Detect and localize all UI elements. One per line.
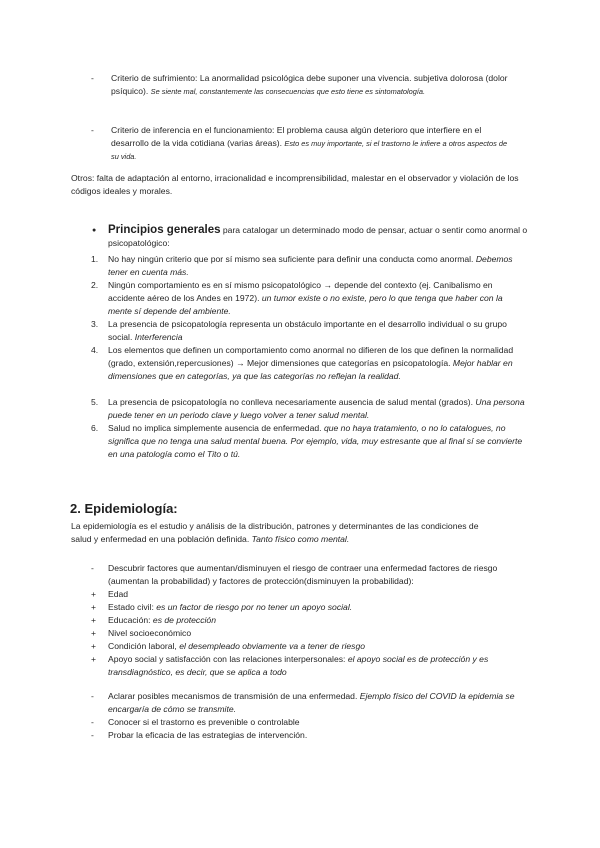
objective-text: Probar la eficacia de las estrategias de intervención.: [108, 730, 308, 740]
bullet-marker: -: [91, 691, 94, 701]
bullet-marker: -: [91, 563, 94, 573]
list-number: 6.: [91, 423, 99, 433]
principle-text: La presencia de psicopatología representa un obstáculo importante en el desarrollo individual o su grupo social.: [108, 319, 507, 342]
bullet-marker: -: [91, 730, 94, 740]
principle-note: Mejor hablar en dimensiones que en categorías, ya que las categorías no reflejan la realidad.: [108, 358, 513, 381]
principios-title: Principios generales: [108, 224, 221, 236]
factor-note: es de protección: [152, 615, 216, 625]
plus-marker: +: [91, 654, 97, 664]
list-number: 3.: [91, 319, 99, 329]
factor-note: el apoyo social es de protección y es transdiagnóstico, es decir, que se aplica a todo: [108, 654, 489, 677]
objective-text: Conocer si el trastorno es prevenible o controlable: [108, 717, 300, 727]
section-heading-epidemiologia: 2. Epidemiología:: [70, 501, 178, 516]
bullet-marker: -: [91, 125, 94, 135]
bullet-marker: -: [91, 717, 94, 727]
principle-text: Los elementos que definen un comportamiento como anormal no difieren de los que definen la normalidad (grado, extensión,repercusiones) → Mejor dimensiones que categorías en psicopatología.: [108, 345, 514, 368]
criterion-note: Se siente mal, constantemente las consecuencias que esto tiene es sintomatología.: [150, 87, 426, 96]
principle-text: No hay ningún criterio que por sí mismo sea suficiente para definir una conducta como anormal.: [108, 254, 474, 264]
objective-note: Ejemplo físico del COVID la epidemia se encargaría de cómo se transmite.: [108, 691, 515, 714]
principle-note: Interferencia: [134, 332, 183, 342]
principle-text: Ningún comportamiento es en sí mismo psicopatológico → depende del contexto (ej. Canibalismo en accidente aéreo de los Andes en 1972).: [108, 280, 493, 303]
list-number: 2.: [91, 280, 99, 290]
bullet-marker: ●: [92, 227, 97, 234]
principle-note: un tumor existe o no existe, pero lo que tenga que haber con la mente sí depende del ambiente.: [108, 293, 503, 316]
principle-text: Salud no implica simplemente ausencia de enfermedad.: [108, 423, 322, 433]
factor-text: Educación:: [108, 615, 151, 625]
bullet-marker: -: [91, 73, 94, 83]
plus-marker: +: [91, 589, 97, 599]
factor-text: Apoyo social y satisfacción con las relaciones interpersonales:: [108, 654, 346, 664]
criterion-text: Criterio de inferencia en el funcionamiento: El problema causa algún deterioro que interfiere en el desarrollo de la vida cotidiana (varias áreas).: [111, 125, 482, 148]
principle-note: que no haya tratamiento, o no lo catalogues, no significa que no tenga una salud mental buena. Por ejemplo, vida, muy estresante que al final sí se convierte en una patología como el Tito o tú.: [108, 423, 523, 459]
factor-text: Nivel socioeconómico: [108, 628, 192, 638]
factor-text: Estado civil:: [108, 602, 154, 612]
list-number: 4.: [91, 345, 99, 355]
list-number: 1.: [91, 254, 99, 264]
document-page: - Criterio de sufrimiento: La anormalidad psicológica debe suponer una vivencia. subjetiva dolorosa (dolor psíquico). Se siente mal, constantemente las consecuencias que esto tiene es sintomatología. - Criterio de inferencia en el funcionamiento: El problema causa algún deterioro que interfiere en el desarrollo de la vida cotidiana (varias áreas). Esto es muy importante, si el trastorno le infiere a otros aspectos de su vida. Otros: falta de adaptación al entorno, irracionalidad e incomprensibilidad, malestar en el observador y violación de los códigos ideales y morales. ● Principios generales para catalogar un determinado modo de pensar, actuar o sentir como anormal o psicopatológico: 1. No hay ningún criterio que por sí mismo sea suficiente para definir una conducta como anormal. Debemos tener en cuenta más. 2. Ningún comportamiento es en sí mismo psicopatológico → depende del contexto (ej. Canibalismo en accidente aéreo de los Andes en 1972). un tumor existe o no existe, pero lo que tenga que haber con la mente sí depende del ambiente. 3. La presencia de psicopatología representa un obstáculo importante en el desarrollo individual o su grupo social. Interferencia 4. Los elementos que definen un comportamiento como anormal no difieren de los que definen la normalidad (grado, extensión,repercusiones) → Mejor dimensiones que categorías en psicopatología. Mejor hablar en dimensiones que en categorías, ya que las categorías no reflejan la realidad. 5. La presencia de psicopatología no conlleva necesariamente ausencia de salud mental (grados). Una persona puede tener en un periodo clave y luego volver a tener salud mental. 6. Salud no implica simplemente ausencia de enfermedad. que no haya tratamiento, o no lo catalogues, no significa que no tenga una salud mental buena. Por ejemplo, vida, muy estresante que al final sí se convierte en una patología como el Tito o tú. 2. Epidemiología: La epidemiología es el estudio y análisis de la distribución, patrones y determinantes de las condiciones de salud y enfermedad en una población definida. Tanto físico como mental. - Descubrir factores que aumentan/disminuyen el riesgo de contraer una enfermedad factores de riesgo (aumentan la probabilidad) y factores de protección(disminuyen la probabilidad): + Edad + Estado civil: es un factor de riesgo por no tener un apoyo social. + Educación: es de protección + Nivel socioeconómico + Condición laboral, el desempleado obviamente va a tener de riesgo + Apoyo social y satisfacción con las relaciones interpersonales: el apoyo social es de protección y es transdiagnóstico, es decir, que se aplica a todo - Aclarar posibles mecanismos de transmisión de una enfermedad. Ejemplo físico del COVID la epidemia se encargaría de cómo se transmite. - Conocer si el trastorno es prevenible o controlable - Probar la eficacia de las estrategias de intervención.: [70, 73, 528, 740]
principle-note: Una persona puede tener en un periodo clave y luego volver a tener salud mental.: [108, 397, 525, 420]
factor-note: es un factor de riesgo por no tener un apoyo social.: [156, 602, 353, 612]
plus-marker: +: [91, 628, 97, 638]
intro-text: La epidemiología es el estudio y análisis de la distribución, patrones y determinantes de las condiciones de salud y enfermedad en una población definida.: [71, 521, 479, 544]
plus-marker: +: [91, 641, 97, 651]
principios-intro: para catalogar un determinado modo de pensar, actuar o sentir como anormal o psicopatológico:: [108, 225, 528, 248]
principle-note: Debemos tener en cuenta más.: [108, 254, 513, 277]
plus-marker: +: [91, 602, 97, 612]
objective-text: Descubrir factores que aumentan/disminuyen el riesgo de contraer una enfermedad factores de riesgo (aumentan la probabilidad) y factores de protección(disminuyen la probabilidad):: [108, 563, 498, 586]
criterion-note: Esto es muy importante, si el trastorno le infiere a otros aspectos de su vida.: [111, 139, 508, 161]
objective-text: Aclarar posibles mecanismos de transmisión de una enfermedad.: [108, 691, 358, 701]
factor-text: Edad: [108, 589, 129, 599]
factor-text: Condición laboral,: [108, 641, 177, 651]
criterion-text: Criterio de sufrimiento: La anormalidad psicológica debe suponer una vivencia. subjetiva dolorosa (dolor psíquico).: [111, 73, 508, 96]
list-number: 5.: [91, 397, 99, 407]
plus-marker: +: [91, 615, 97, 625]
factor-note: el desempleado obviamente va a tener de riesgo: [179, 641, 366, 651]
principle-text: La presencia de psicopatología no conlleva necesariamente ausencia de salud mental (grados).: [108, 397, 473, 407]
intro-note: Tanto físico como mental.: [251, 534, 350, 544]
